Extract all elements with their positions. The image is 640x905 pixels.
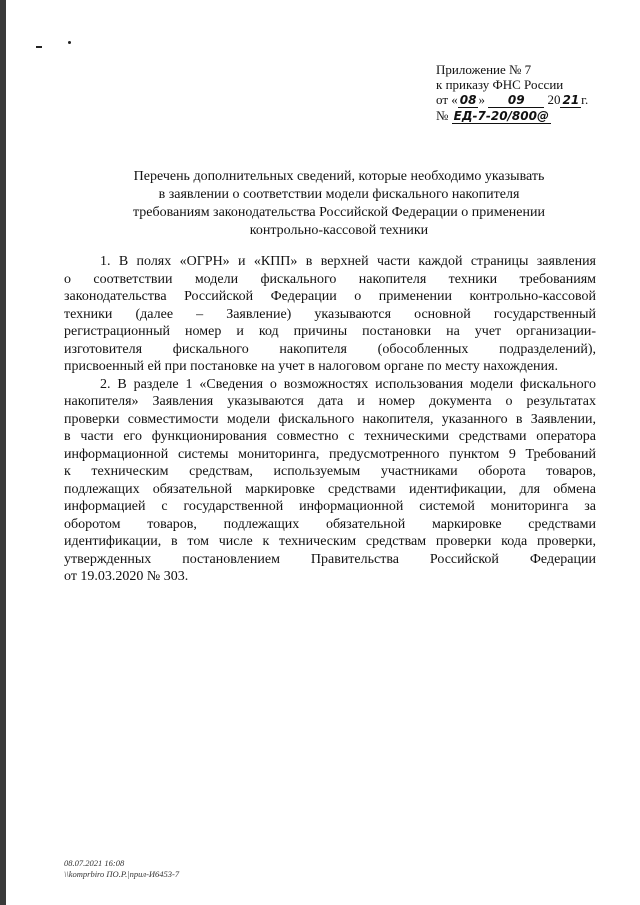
footer-file-path: \\komprbiro ПО.Р.|прил-И6453-7 xyxy=(64,869,180,879)
body-line: оборотом товаров, подлежащих обязательной маркировке средствами xyxy=(64,516,596,532)
approval-appendix: Приложение № 7 xyxy=(436,62,532,77)
body-line: законодательства Российской Федерации о применении контрольно-кассовой xyxy=(64,289,596,304)
date-prefix: от « xyxy=(436,92,458,107)
footer-timestamp: 08.07.2021 16:08 xyxy=(64,858,125,868)
document-footer xyxy=(64,858,179,880)
body-line: подлежащих обязательной маркировке средствами идентификации, для обмена xyxy=(64,481,596,497)
body-line: утвержденных постановлением Правительства Российской Федерации xyxy=(64,551,596,567)
title-line: Перечень дополнительных сведений, которые необходимо указывать xyxy=(133,169,545,184)
title-line: требованиям законодательства Российской Федерации о применении xyxy=(133,205,545,220)
body-line: присвоенный ей при постановке на учет в налоговом органе по месту нахождения. xyxy=(64,359,558,374)
body-line: информационной системы мониторинга, предусмотренного пунктом 9 Требований xyxy=(64,446,596,462)
document-title xyxy=(72,168,606,240)
date-mid: » xyxy=(478,92,485,107)
body-line: о соответствии модели фискального накопителя техники требованиям xyxy=(64,271,596,287)
body-line: в части его функционирования совместно с техническими средствами оператора xyxy=(64,429,596,444)
number-prefix: № xyxy=(436,108,449,123)
approval-number xyxy=(436,108,626,124)
approval-block xyxy=(436,62,626,124)
title-line: в заявлении о соответствии модели фискального накопителя xyxy=(158,187,520,202)
scan-edge-line xyxy=(0,0,6,905)
approval-date xyxy=(436,92,626,108)
title-line: контрольно-кассовой техники xyxy=(249,223,429,238)
body-line: техники (далее – Заявление) указываются основной государственный xyxy=(64,306,596,322)
date-year-suffix: 21 xyxy=(562,93,580,107)
body-line: информацией с государственной информационной системой мониторинга за xyxy=(64,499,596,514)
scan-speck xyxy=(36,46,42,48)
document-body xyxy=(64,253,596,586)
body-line: регистрационный номер и код причины постановки на учет организации- xyxy=(64,324,596,339)
body-line: 1. В полях «ОГРН» и «КПП» в верхней части каждой страницы заявления xyxy=(100,254,596,269)
approval-order: к приказу ФНС России xyxy=(436,77,564,92)
date-suffix: г. xyxy=(581,92,589,107)
body-line: идентификации, в том числе к техническим средствам проверки кода проверки, xyxy=(64,534,596,549)
date-month: 09 xyxy=(488,94,544,108)
date-year-prefix: 20 xyxy=(547,92,561,107)
body-line: к техническим средствам, используемым участниками оборота товаров, xyxy=(64,464,596,479)
scan-speck xyxy=(68,41,71,44)
date-day: 08 xyxy=(459,93,477,107)
body-line: проверки совместимости модели фискального накопителя, указанного в Заявлении, xyxy=(64,411,596,427)
body-line: от 19.03.2020 № 303. xyxy=(64,569,189,584)
number-value: ЕД-7-20/800@ xyxy=(453,109,549,123)
body-line: накопителя» Заявления указываются дата и номер документа о результатах xyxy=(64,394,596,409)
body-line: 2. В разделе 1 «Сведения о возможностях использования модели фискального xyxy=(100,376,596,392)
body-line: изготовителя фискального накопителя (обособленных подразделений), xyxy=(64,341,596,357)
